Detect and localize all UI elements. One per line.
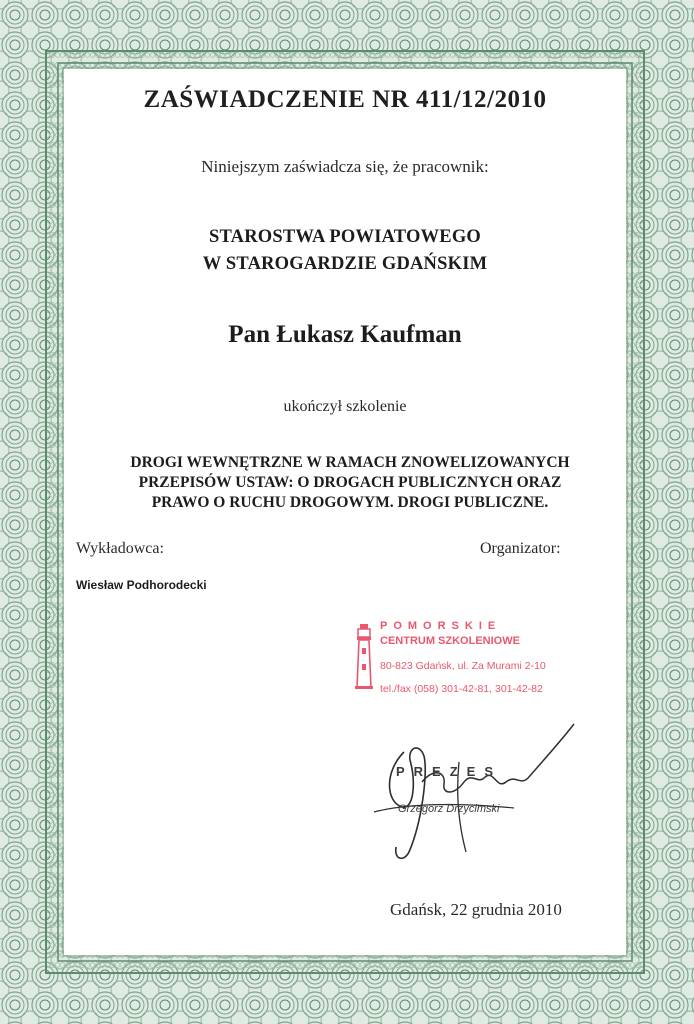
stamp-phone: tel./fax (058) 301-42-81, 301-42-82 xyxy=(380,683,543,695)
lighthouse-icon xyxy=(354,624,374,690)
president-title: PREZES xyxy=(396,764,503,779)
course-line: DROGI WEWNĘTRZNE W RAMACH ZNOWELIZOWANYCH xyxy=(130,454,570,471)
stamp-name-line: CENTRUM SZKOLENIOWE xyxy=(380,635,520,647)
handwritten-signature xyxy=(364,712,584,872)
organizer-label: Organizator: xyxy=(480,540,561,557)
stamp-name-line: POMORSKIE xyxy=(380,620,502,632)
course-line: PRZEPISÓW USTAW: O DROGACH PUBLICZNYCH ORAZ xyxy=(138,474,562,491)
president-name: Grzegorz Drzycimski xyxy=(398,803,500,815)
lecturer-name: Wiesław Podhorodecki xyxy=(76,578,207,592)
lecturer-label: Wykładowca: xyxy=(76,540,164,557)
certificate-title: ZAŚWIADCZENIE NR 411/12/2010 xyxy=(143,86,547,113)
employer-line: STAROSTWA POWIATOWEGO xyxy=(209,227,481,247)
course-line: PRAWO O RUCHU DROGOWYM. DROGI PUBLICZNE. xyxy=(151,494,549,511)
employer-line: W STAROGARDZIE GDAŃSKIM xyxy=(202,254,488,274)
completed-text: ukończył szkolenie xyxy=(283,398,407,415)
place-and-date: Gdańsk, 22 grudnia 2010 xyxy=(390,900,562,919)
employer-block xyxy=(64,224,626,278)
course-title xyxy=(76,453,624,513)
organizer-stamp xyxy=(354,620,594,700)
intro-text: Niniejszym zaświadcza się, że pracownik: xyxy=(201,157,489,176)
stamp-address: 80-823 Gdańsk, ul. Za Murami 2-10 xyxy=(380,660,546,672)
recipient-name: Pan Łukasz Kaufman xyxy=(228,321,462,348)
